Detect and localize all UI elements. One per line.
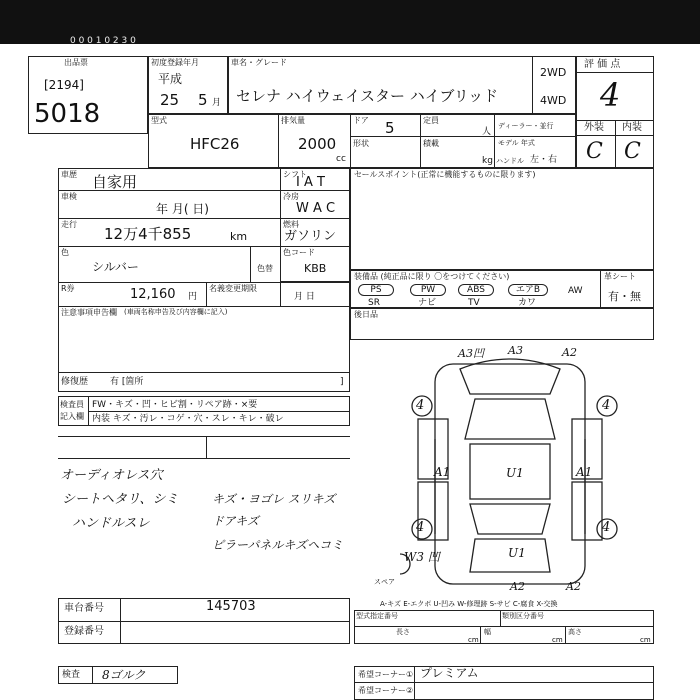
first-reg-label: 初度登録年月 (151, 58, 199, 67)
capacity-unit: 人 (482, 127, 492, 137)
inspection-value: 年 月( 日) (156, 202, 209, 216)
use-value: 自家用 (92, 173, 138, 191)
diag-a1-right: A1 (576, 465, 593, 479)
color-label: 色 (61, 248, 69, 257)
width-label: 幅 (484, 628, 491, 636)
interior-label: 内装 (622, 122, 642, 133)
lot-number: 5018 (34, 99, 101, 129)
diag-a3: A3 (508, 344, 523, 357)
height-label: 高さ (568, 628, 582, 636)
load-label: 積載 (423, 139, 439, 148)
inspector-label-1: 検査員 (60, 400, 84, 409)
spare-label: スペア (374, 578, 395, 586)
shift-value: I A T (296, 175, 325, 190)
corner1-value: プレミアム (420, 666, 479, 680)
equip-navi: ナビ (418, 298, 437, 308)
reg-year: 25 (160, 91, 180, 109)
recycle-amount: 12,160 (130, 287, 176, 302)
yen: 円 (188, 292, 198, 302)
inspector-label-2: 記入欄 (60, 412, 84, 421)
diag-a2-bottom-left: A2 (510, 580, 525, 593)
note-line-1: オーディオレス穴 (60, 468, 163, 483)
caution-label: 注意事項申告欄 (61, 308, 117, 317)
model-value: HFC26 (190, 135, 240, 153)
sales-points-box (350, 168, 654, 270)
width-cm: cm (552, 636, 563, 644)
height-cm: cm (640, 636, 651, 644)
equip-tv: TV (468, 298, 480, 308)
top-code: 0 0 0 1 0 2 3 0 (70, 36, 136, 46)
use-label: 車歴 (61, 170, 77, 179)
rear-label: 後日品 (354, 310, 378, 319)
car-name-label: 車名・グレード (231, 58, 287, 67)
displacement: 2000 (298, 135, 337, 153)
corner1-label: 希望コーナー① (358, 670, 414, 679)
caution-sub: (車両名称申告及び内容欄に記入) (124, 308, 228, 316)
note-line-4: キズ・ヨゴレ スリキズ (212, 492, 336, 506)
corner2-label: 希望コーナー② (358, 686, 414, 695)
rating-score: 4 (600, 76, 621, 114)
lot-ref: [2194] (44, 78, 84, 92)
handle-value: 左・右 (530, 155, 558, 165)
inspector-row-1: FW・キズ・凹・ヒビ割・リペア跡・×要 (92, 400, 258, 410)
chassis-number: 145703 (206, 599, 256, 614)
model-year-label: モデル 年式 (498, 139, 535, 147)
wheel-score-fl: 4 (416, 398, 425, 413)
leather-header: 革シート (604, 272, 636, 281)
rear-box (350, 308, 654, 340)
inspection-label: 車検 (61, 192, 77, 201)
mileage-unit: km (230, 230, 248, 243)
equip-sr: SR (368, 298, 380, 308)
capacity-label: 定員 (423, 116, 439, 125)
inspect-label: 検査 (62, 670, 81, 680)
color-code-label: 色コード (283, 248, 315, 257)
doors-label: ドア (353, 116, 369, 125)
equip-ps: PS (358, 284, 394, 296)
diag-a2-bottom-right: A2 (566, 580, 581, 593)
era: 平成 (158, 72, 183, 86)
recycle-label: R券 (61, 284, 75, 293)
reg-label: 登録番号 (64, 626, 104, 637)
diag-u1-roof: U1 (506, 466, 524, 480)
equip-pw: PW (410, 284, 446, 296)
equip-aw: AW (568, 286, 583, 296)
mileage-label: 走行 (61, 220, 77, 229)
color-code: KBB (304, 262, 327, 275)
spare-note: W3 凹 (404, 550, 440, 564)
color-change-label: 色替 (257, 264, 273, 273)
leather-value: 有・無 (608, 290, 641, 303)
sales-points-label: セールスポイント(正常に機能するものに限ります) (354, 170, 536, 179)
opt-2wd: 2WD (540, 66, 567, 79)
doors: 5 (385, 119, 395, 137)
exterior-score: C (586, 139, 603, 164)
name-change-value: 月 日 (294, 292, 315, 302)
legend: A-キズ E-エクボ U-凹み W-修理跡 S-サビ C-腐食 X-交換 (380, 600, 558, 608)
diag-a1-left: A1 (434, 465, 451, 479)
wheel-score-rl: 4 (416, 520, 425, 535)
spec2-label: 類別区分番号 (502, 612, 544, 620)
diag-a2-top: A2 (562, 346, 577, 359)
shape-label: 形状 (353, 139, 369, 148)
equip-airbag: エアB (508, 284, 548, 296)
car-name: セレナ ハイウェイスター ハイブリッド (236, 87, 499, 105)
handle-label: ハンドル (496, 157, 524, 165)
inspector-row-2: 内装 キズ・汚レ・コゲ・穴・スレ・キレ・破レ (92, 414, 284, 424)
name-change-label: 名義変更期限 (209, 284, 257, 293)
note-line-3: ハンドルスレ (72, 516, 150, 531)
fuel-value: ガソリン (284, 229, 337, 244)
fuel-label: 燃料 (283, 220, 299, 229)
diag-u1-trunk: U1 (508, 546, 526, 560)
shift-label: シフト (283, 170, 307, 179)
color-value: シルバー (92, 260, 139, 274)
exterior-label: 外装 (584, 122, 604, 133)
month-unit: 月 (212, 98, 222, 108)
rear-window (470, 504, 550, 534)
note-line-5: ドアキズ (212, 514, 259, 528)
note-line-6: ピラーパネルキズヘコミ (212, 538, 344, 552)
ac-label: 冷房 (283, 192, 299, 201)
interior-score: C (624, 139, 641, 164)
note-line-2: シートヘタリ、シミ (62, 492, 179, 507)
wheel-score-rr: 4 (602, 520, 611, 535)
equipment-label: 装備品 (純正品に限り 〇をつけてください) (354, 272, 510, 281)
equip-leather: カワ (518, 298, 537, 308)
exhibit-title: 出品票 (64, 58, 88, 67)
opt-4wd: 4WD (540, 94, 567, 107)
wheel-score-fr: 4 (602, 398, 611, 413)
cc-unit: cc (336, 154, 346, 164)
model-label: 型式 (151, 116, 167, 125)
reg-month: 5 (198, 91, 208, 109)
length-cm: cm (468, 636, 479, 644)
ac-value: W A C (296, 201, 336, 216)
length-label: 長さ (396, 628, 410, 636)
repair-value: 有 [箇所 (110, 377, 144, 387)
mileage: 12万4千855 (104, 225, 192, 243)
rating-label: 評 価 点 (584, 59, 621, 70)
dealer-label: ディーラー・並行 (498, 122, 554, 130)
windshield (465, 399, 555, 439)
inspector-signature: 8ゴルク (102, 668, 146, 682)
spec1-label: 型式指定番号 (356, 612, 398, 620)
equip-abs: ABS (458, 284, 494, 296)
diag-a3-dent: A3凹 (458, 347, 484, 360)
repair-close: ] (340, 377, 344, 387)
load-unit: kg (482, 156, 493, 166)
repair-label: 修復歴 (61, 377, 89, 387)
chassis-label: 車台番号 (64, 603, 104, 614)
displacement-label: 排気量 (281, 116, 305, 125)
